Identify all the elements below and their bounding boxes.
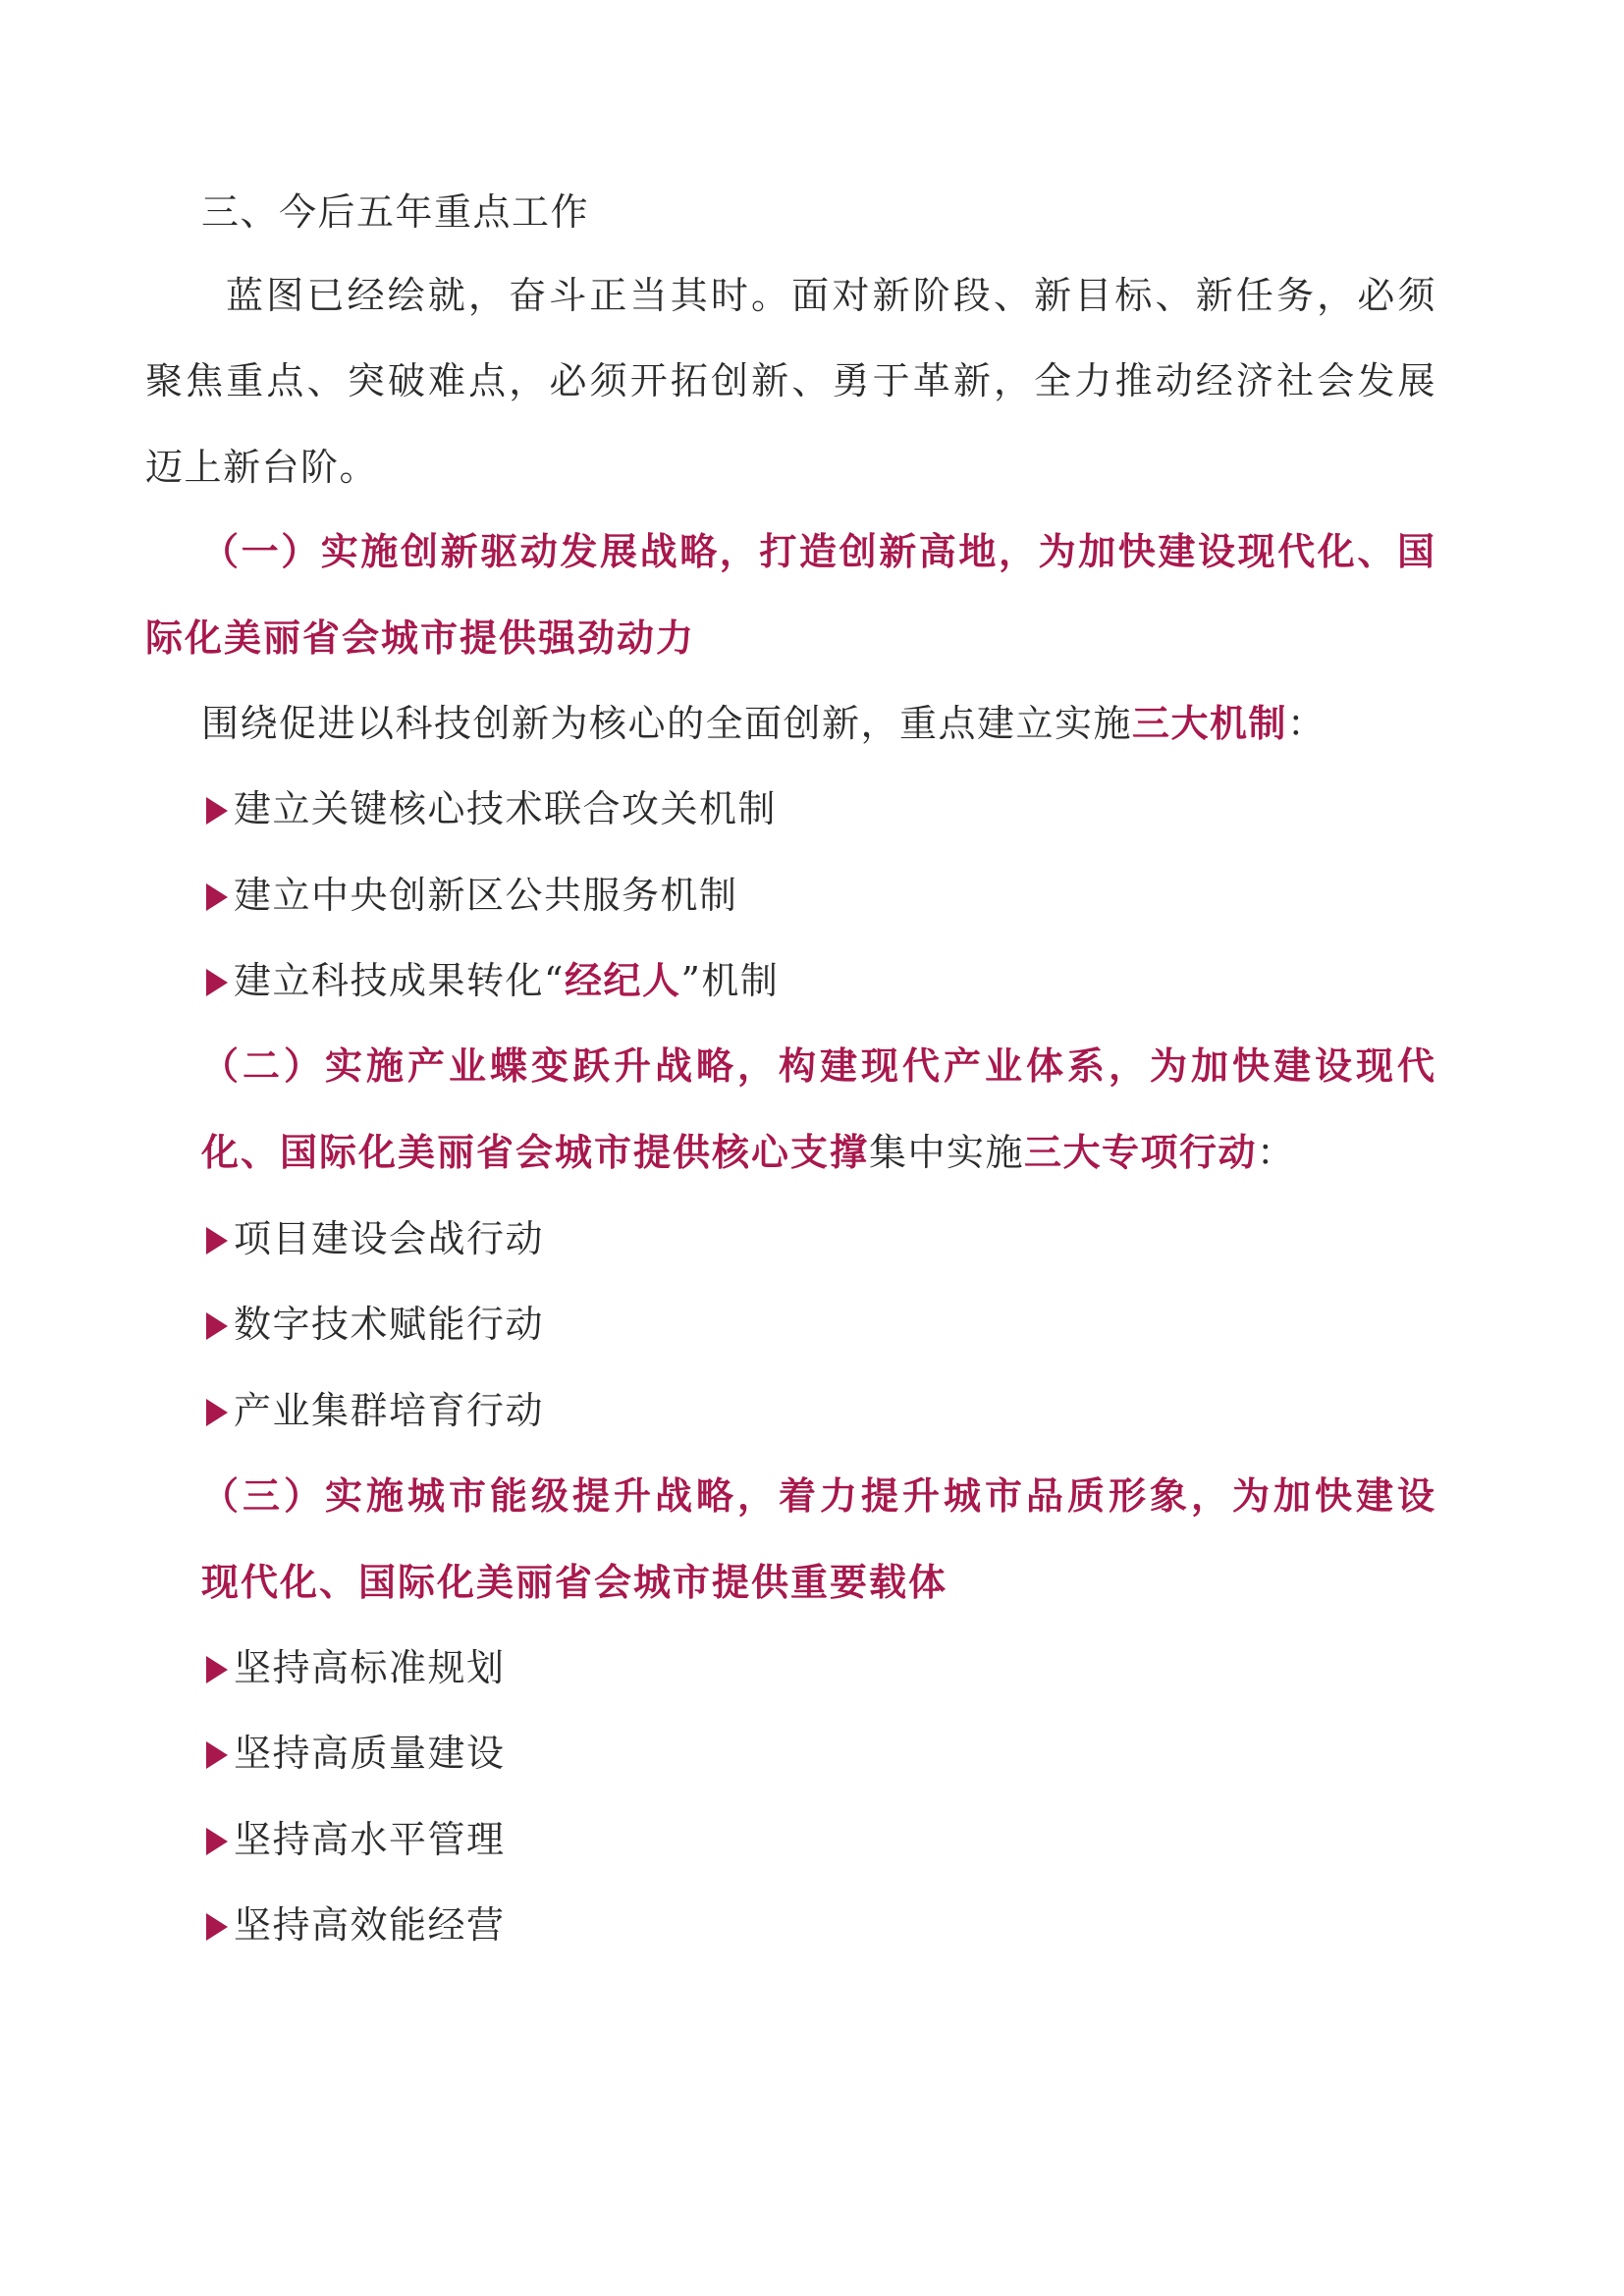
list-2-item-2	[206, 1301, 544, 1348]
section-title: 三、今后五年重点工作	[201, 190, 590, 234]
triangle-right-icon	[206, 883, 228, 911]
triangle-right-icon	[206, 1741, 228, 1769]
heading-2-highlight: 三大专项行动	[1024, 1131, 1258, 1174]
triangle-right-icon	[206, 797, 228, 825]
list-2-item-1-text: 项目建设会战行动	[234, 1217, 545, 1260]
list-1-item-1-text: 建立关键核心技术联合攻关机制	[234, 787, 778, 830]
heading-1-line-2: 际化美丽省会城市提供强劲动力	[145, 616, 696, 660]
heading-2-plain: 集中实施	[869, 1131, 1025, 1174]
heading-2-line-2: 化、国际化美丽省会城市提供核心支撑	[201, 1131, 870, 1174]
list-1-item-3-prefix: 建立科技成果转化“	[234, 959, 565, 1002]
list-2-item-3	[206, 1387, 544, 1434]
list-3-item-3	[206, 1816, 506, 1863]
triangle-right-icon	[206, 1227, 228, 1255]
paragraph-1-suffix: ：	[1287, 702, 1326, 745]
triangle-right-icon	[206, 1312, 228, 1340]
list-2-item-3-text: 产业集群培育行动	[234, 1389, 545, 1432]
list-1-item-3-suffix: ”机制	[680, 959, 780, 1002]
paragraph-1	[201, 700, 1326, 747]
list-3-item-4	[206, 1901, 506, 1949]
list-3-item-3-text: 坚持高水平管理	[234, 1818, 506, 1861]
triangle-right-icon	[206, 1399, 228, 1426]
heading-2-line-1: （二）实施产业蝶变跃升战略，构建现代产业体系，为加快建设现代	[201, 1044, 1436, 1088]
intro-line-2: 聚焦重点、突破难点，必须开拓创新、勇于革新，全力推动经济社会发展	[145, 359, 1436, 402]
paragraph-1-highlight: 三大机制	[1132, 702, 1288, 745]
intro-line-1: 蓝图已经绘就，奋斗正当其时。面对新阶段、新目标、新任务，必须	[226, 274, 1436, 317]
heading-1-line-1: （一）实施创新驱动发展战略，打造创新高地，为加快建设现代化、国	[201, 530, 1436, 573]
list-1-item-1	[206, 785, 777, 832]
heading-2-suffix: ：	[1257, 1131, 1296, 1174]
heading-3-line-1: （三）实施城市能级提升战略，着力提升城市品质形象，为加快建设	[201, 1474, 1436, 1518]
heading-3-line-2: 现代化、国际化美丽省会城市提供重要载体	[201, 1561, 948, 1604]
list-3-item-1	[206, 1644, 506, 1691]
triangle-right-icon	[206, 1828, 228, 1855]
triangle-right-icon	[206, 1913, 228, 1941]
list-1-item-3	[206, 957, 779, 1004]
list-3-item-4-text: 坚持高效能经营	[234, 1903, 506, 1947]
list-3-item-2	[206, 1730, 506, 1777]
heading-2-line-2-row	[201, 1129, 1296, 1176]
list-1-item-2	[206, 872, 738, 919]
triangle-right-icon	[206, 1656, 228, 1683]
list-1-item-2-text: 建立中央创新区公共服务机制	[234, 874, 738, 917]
list-1-item-3-highlight: 经纪人	[564, 959, 681, 1002]
paragraph-1-prefix: 围绕促进以科技创新为核心的全面创新，重点建立实施	[201, 702, 1133, 745]
intro-line-3: 迈上新台阶。	[145, 446, 379, 489]
list-3-item-1-text: 坚持高标准规划	[234, 1646, 506, 1689]
list-3-item-2-text: 坚持高质量建设	[234, 1732, 506, 1775]
triangle-right-icon	[206, 969, 228, 996]
list-2-item-1	[206, 1215, 544, 1262]
list-2-item-2-text: 数字技术赋能行动	[234, 1303, 545, 1346]
